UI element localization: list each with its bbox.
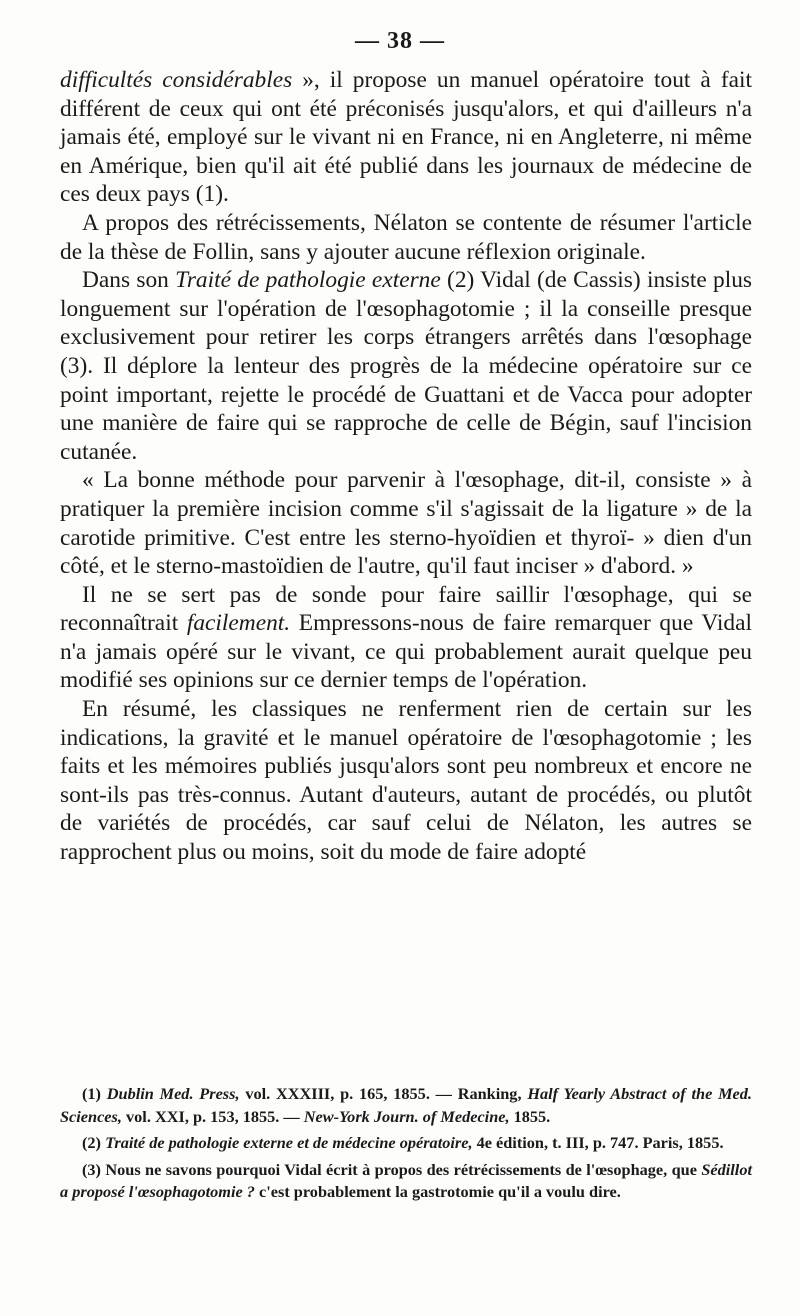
text-segment: Il ne se sert pas de sonde pour faire saillir l'œsophage, qui se reconnaîtrait [60, 581, 752, 637]
text-segment: », il propose un manuel opératoire tout à fait différent de ceux qui ont été préconisés jusqu'alors, et qui d'ailleurs n'a jamais été, employé sur le vivant ni en France, ni en Angleterre, ni même en Amérique, bien qu'il ait été publié dans les journaux de médecine de ces deux pays (1). [60, 67, 752, 208]
text-segment: (2) Vidal (de Cassis) insiste plus longuement sur l'opération de l'œsophagotomie ; il la conseille presque exclusivement pour retirer les corps étrangers arrêtés dans l'œsophage (3). Il déplore la lenteur des progrès de la médecine opératoire sur ce point important, rejette le procédé de Guattani et de Vacca pour adopter une manière de faire qui se rapproche de celle de Bégin, sauf l'incision cutanée. [60, 267, 753, 465]
text-segment: facilement. [186, 610, 291, 637]
page-number: — 38 — [355, 28, 445, 54]
text-segment: vol. XXI, p. 153, 1855. — [121, 1106, 304, 1126]
footnote-1 [60, 1083, 752, 1128]
text-segment: (2) [82, 1133, 106, 1152]
footnote-3 [60, 1159, 752, 1204]
paragraph-5 [60, 581, 752, 695]
text-segment: 1855. [509, 1106, 551, 1126]
text-segment: A propos des rétrécissements, Nélaton se contente de résumer l'article de la thèse de Follin, sans y ajouter aucune réflexion originale. [60, 209, 752, 265]
paragraph-6 [60, 695, 752, 867]
text-segment: difficultés considérables [60, 67, 293, 93]
paragraph-1 [60, 66, 752, 209]
paragraph-4-quote [60, 466, 752, 580]
text-segment: « La bonne méthode pour parvenir à l'œsophage, dit-il, consiste » à pratiquer la première incision comme s'il s'agissait de la ligature » de la carotide primitive. C'est entre les sterno-hyoïdien et thyroï- » dien d'un côté, et le sterno-mastoïdien de l'autre, qu'il faut inciser » d'abord. » [60, 467, 752, 580]
text-segment: Dublin Med. Press, [106, 1084, 240, 1103]
paragraph-2 [60, 209, 752, 266]
text-segment: Traité de pathologie externe et de médecine opératoire, [105, 1133, 473, 1152]
footnotes [60, 1083, 752, 1208]
text-segment: (1) [82, 1084, 107, 1103]
text-segment: Dans son [82, 267, 176, 294]
paragraph-3 [60, 266, 752, 466]
text-segment: Sédillot a proposé l'œsophagotomie ? [60, 1159, 752, 1201]
text-segment: Traité de pathologie externe [175, 267, 441, 294]
footnote-2 [60, 1132, 752, 1155]
text-segment: c'est probablement la gastrotomie qu'il a voulu dire. [254, 1182, 621, 1201]
text-segment: Half Yearly Abstract of the Med. Sciences, [60, 1084, 752, 1126]
body-text [60, 66, 752, 867]
text-segment: New-York Journ. of Medecine, [303, 1106, 510, 1126]
text-segment: (3) Nous ne savons pourquoi Vidal écrit à propos des rétrécissements de l'œsophage, que [82, 1159, 702, 1179]
text-segment: vol. XXXIII, p. 165, 1855. — Ranking, [239, 1084, 528, 1103]
text-segment: 4e édition, t. III, p. 747. Paris, 1855. [472, 1133, 724, 1152]
text-segment: Empressons-nous de faire remarquer que Vidal n'a jamais opéré sur le vivant, ce qui probablement aurait quelque peu modifié ses opinions sur ce dernier temps de l'opération. [60, 610, 752, 694]
text-segment: En résumé, les classiques ne renferment rien de certain sur les indications, la gravité et le manuel opératoire de l'œsophagotomie ; les faits et les mémoires publiés jusqu'alors sont peu nombreux et encore ne sont-ils pas très-connus. Autant d'auteurs, autant de procédés, ou plutôt de variétés de procédés, car sauf celui de Nélaton, les autres se rapprochent plus ou moins, soit du mode de faire adopté [60, 696, 752, 866]
